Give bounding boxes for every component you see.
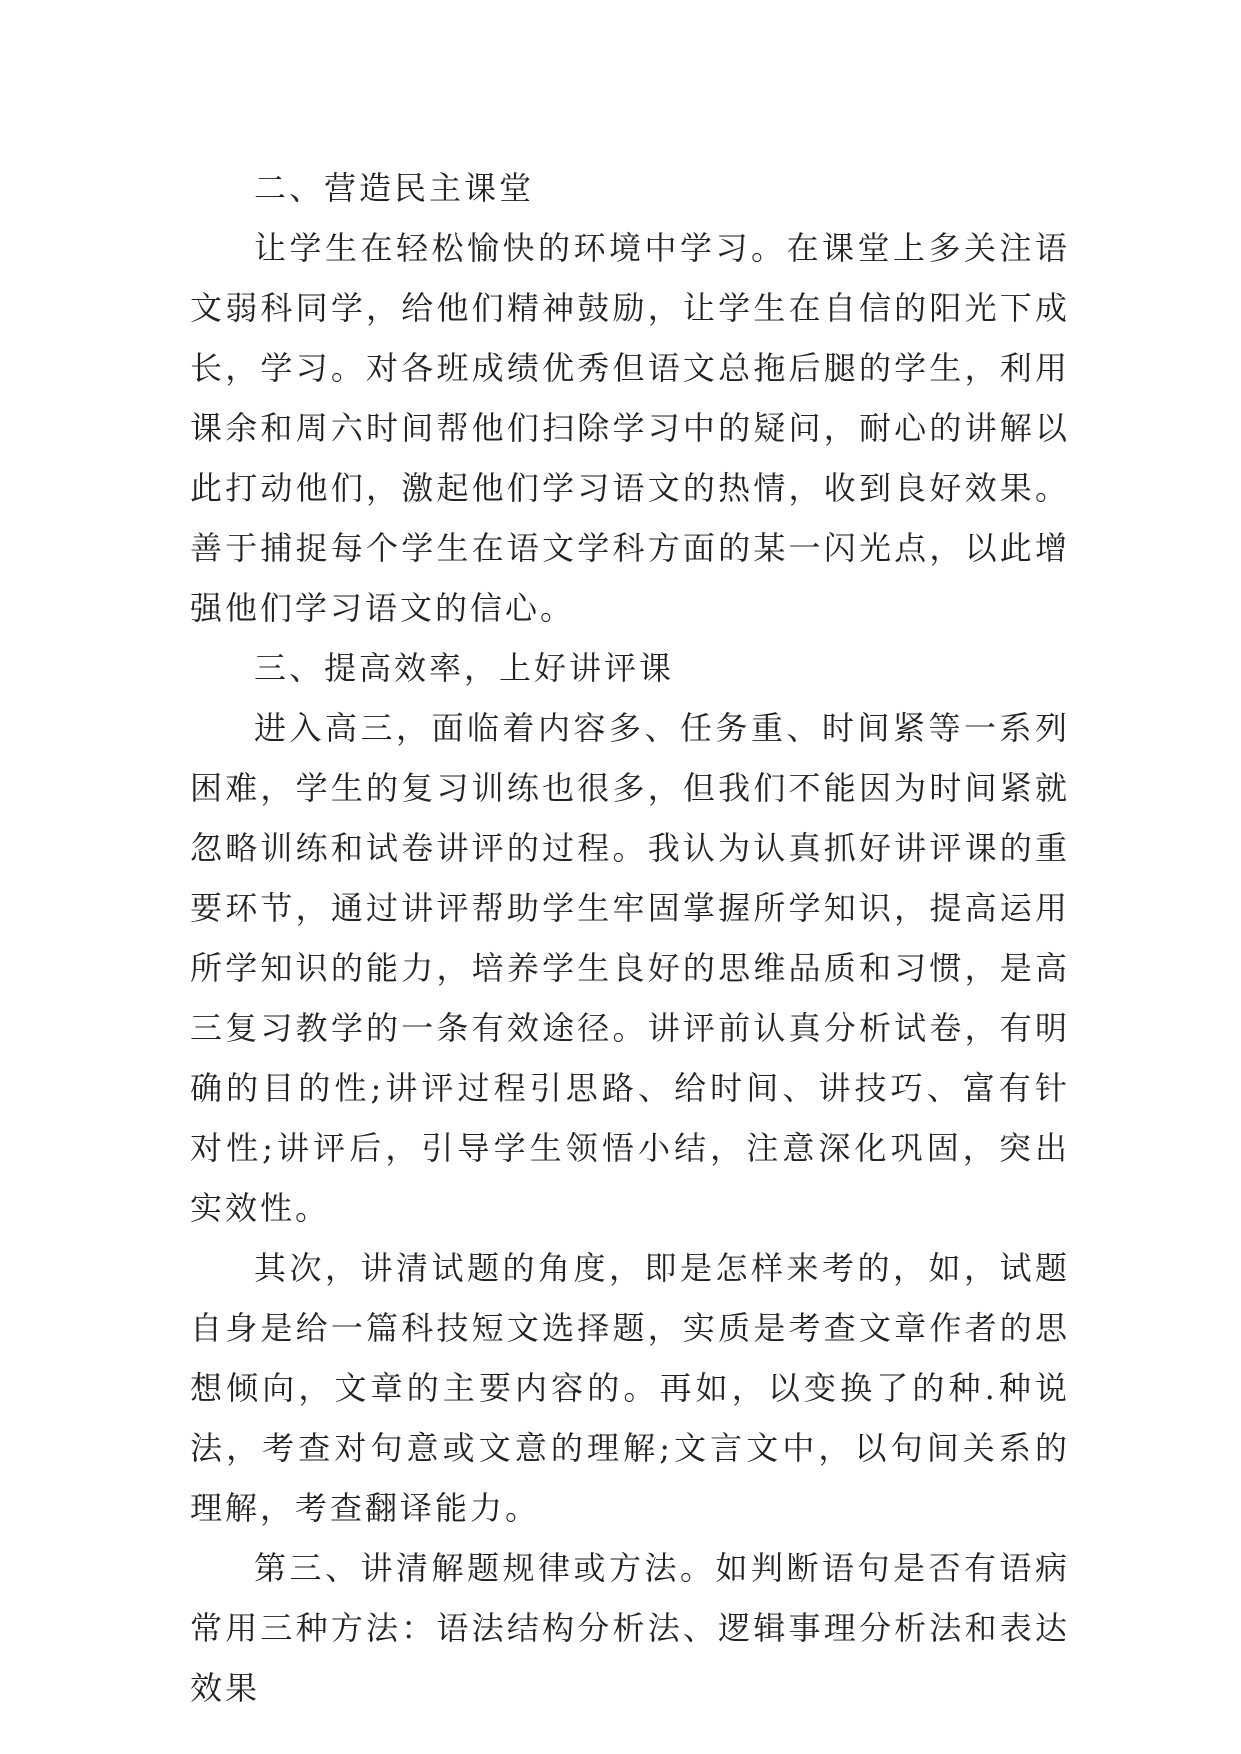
section-heading-2: 二、营造民主课堂 xyxy=(254,169,535,207)
paragraph-democratic-classroom: 让学生在轻松愉快的环境中学习。在课堂上多关注语文弱科同学，给他们精神鼓励，让学生在自信的阳光下成长，学习。对各班成绩优秀但语文总拖后腿的学生，利用课余和周六时间帮他们扫除学习中的疑问，耐心的讲解以此打动他们，激起他们学习语文的热情，收到良好效果。善于捕捉每个学生在语文学科方面的某一闪光点，以此增强他们学习语文的信心。 xyxy=(190,229,1070,627)
paragraph-solving-methods: 第三、讲清解题规律或方法。如判断语句是否有语病常用三种方法：语法结构分析法、逻辑事理分析法和表达效果 xyxy=(190,1549,1070,1707)
paragraph-review-lessons: 进入高三，面临着内容多、任务重、时间紧等一系列困难，学生的复习训练也很多，但我们不能因为时间紧就忽略训练和试卷讲评的过程。我认为认真抓好讲评课的重要环节，通过讲评帮助学生牢固掌握所学知识，提高运用所学知识的能力，培养学生良好的思维品质和习惯，是高三复习教学的一条有效途径。讲评前认真分析试卷，有明确的目的性;讲评过程引思路、给时间、讲技巧、富有针对性;讲评后，引导学生领悟小结，注意深化巩固，突出实效性。 xyxy=(190,709,1070,1227)
document-body xyxy=(190,158,1070,1718)
section-heading-3: 三、提高效率，上好讲评课 xyxy=(254,649,675,687)
paragraph-question-angle: 其次，讲清试题的角度，即是怎样来考的，如，试题自身是给一篇科技短文选择题，实质是考查文章作者的思想倾向，文章的主要内容的。再如，以变换了的种.种说法，考查对句意或文意的理解;文言文中，以句间关系的理解，考查翻译能力。 xyxy=(190,1249,1070,1527)
